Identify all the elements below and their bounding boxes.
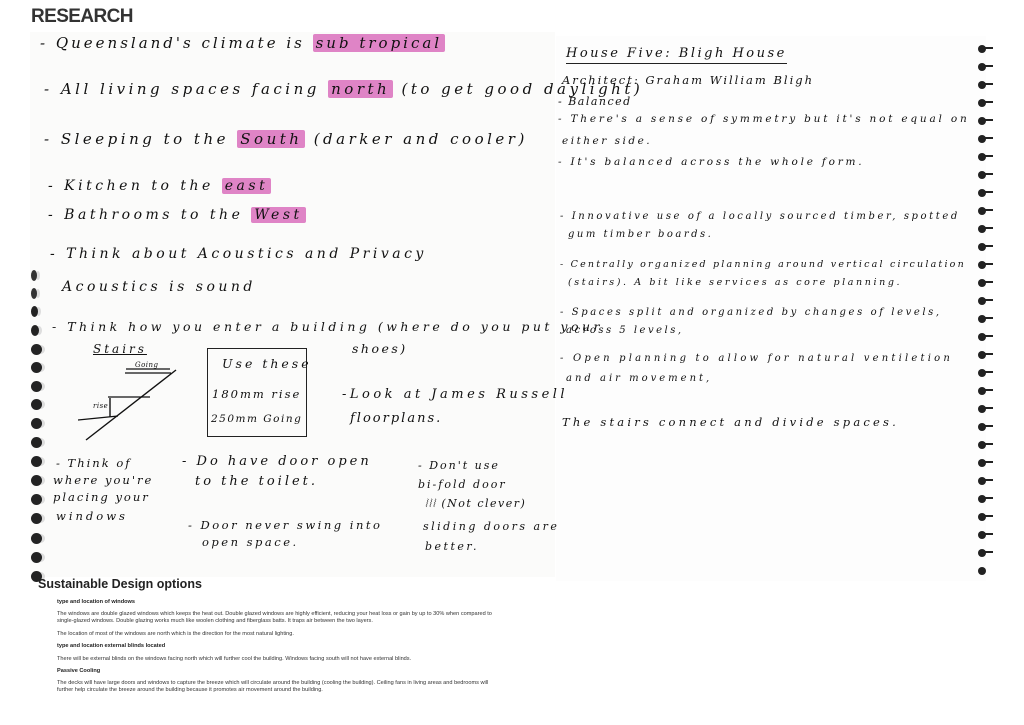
- house-heading: House Five: Bligh House: [566, 46, 787, 64]
- box-going: 250mm Going: [211, 413, 303, 425]
- note-line: better.: [425, 540, 479, 553]
- note-line: ⦚⦚⦚ (Not clever): [425, 497, 527, 510]
- note-line: - Balanced: [558, 95, 632, 108]
- note-line: - Innovative use of a locally sourced timber, spotted: [560, 211, 960, 222]
- note-line: - Door never swing into: [188, 518, 383, 532]
- note-line: gum timber boards.: [568, 229, 714, 240]
- note-line: - Queensland's climate is sub tropical: [40, 34, 445, 52]
- note-line: Acoustics is sound: [62, 279, 256, 295]
- note-line: placing your: [53, 490, 150, 504]
- highlight: South: [237, 130, 305, 148]
- note-line: floorplans.: [350, 411, 443, 426]
- note-line: - Think about Acoustics and Privacy: [50, 246, 427, 262]
- note-line: -Look at James Russell: [342, 387, 569, 402]
- note-line: - It's balanced across the whole form.: [558, 156, 865, 168]
- highlight: West: [251, 207, 305, 223]
- note-line: - Do have door open: [182, 454, 372, 469]
- note-line: - Kitchen to the east: [48, 178, 271, 194]
- note-line: - There's a sense of symmetry but it's not equal on: [558, 113, 970, 125]
- note-line: - Centrally organized planning around vertical circulation: [560, 259, 966, 270]
- note-line: to the toilet.: [195, 474, 319, 489]
- note-line: - Think of: [56, 456, 132, 470]
- note-line: and air movement,: [566, 373, 713, 384]
- note-line: where you're: [53, 473, 154, 487]
- note-line: The stairs connect and divide spaces.: [562, 415, 899, 429]
- box-heading: Use these: [222, 356, 312, 371]
- note-line: across 5 levels,: [566, 325, 684, 336]
- section-heading: Passive Cooling: [57, 668, 101, 674]
- highlight: east: [222, 178, 271, 194]
- note-line: - Open planning to allow for natural ventiletion: [560, 353, 953, 364]
- section-heading: type and location of windows: [57, 599, 136, 605]
- note-line: either side.: [562, 135, 653, 147]
- highlight: sub tropical: [313, 34, 446, 52]
- note-line: windows: [56, 509, 128, 523]
- note-line: sliding doors are: [423, 520, 560, 533]
- box-rise: 180mm rise: [212, 387, 302, 401]
- sustainable-title: Sustainable Design options: [38, 577, 202, 591]
- note-line: bi-fold door: [418, 478, 507, 491]
- stairs-diagram: [78, 340, 188, 445]
- note-line: - Think how you enter a building (where do you put your: [52, 319, 604, 334]
- note-line: - All living spaces facing north (to get good daylight): [44, 80, 644, 98]
- section-heading: type and location external blinds located: [57, 643, 166, 649]
- page-title: RESEARCH: [31, 6, 133, 27]
- highlight: north: [328, 80, 393, 98]
- section-paragraph: The location of most of the windows are north which is the direction for the most natural lighting.: [57, 631, 294, 637]
- section-paragraph: The decks will have large doors and windows to capture the breeze which will circulate around the building (cooling the building). Ceiling fans in living areas and bedrooms will further help circulate the breeze around the building because it promotes air movement around the building.: [57, 680, 489, 693]
- stairs-title: Stairs: [93, 342, 147, 356]
- note-line: - Sleeping to the South (darker and cooler): [44, 130, 528, 148]
- section-paragraph: The windows are double glazed windows which keeps the heat out. Double glazed windows are highly efficient, reducing your heat loss or gain by up to 30% when compared to single-glazed windows. Double glazing works much like woolen clothing and fiberglass batts. It traps air between the two layers.: [57, 611, 492, 624]
- note-line: - Bathrooms to the West: [48, 207, 306, 223]
- architect-line: Architect: Graham William Bligh: [562, 73, 815, 87]
- note-line: shoes): [352, 341, 408, 356]
- note-line: - Spaces split and organized by changes of levels,: [560, 307, 942, 318]
- rise-label: rise: [93, 402, 109, 410]
- going-label: Going: [135, 361, 159, 369]
- note-line: open space.: [202, 535, 299, 549]
- section-paragraph: There will be external blinds on the windows facing north which will further cool the building. Windows facing south will not have external blinds.: [57, 656, 412, 662]
- note-line: - Don't use: [418, 459, 500, 472]
- note-line: (stairs). A bit like services as core planning.: [568, 277, 903, 288]
